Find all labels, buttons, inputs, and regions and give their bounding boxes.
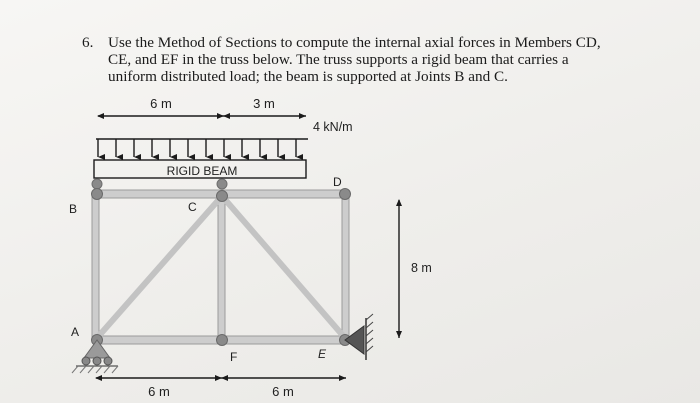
member-ce [222, 196, 345, 338]
member-ac [97, 196, 222, 338]
joint-d [340, 189, 351, 200]
pin-support-a [72, 340, 118, 373]
dim-bottom-left-label: 6 m [148, 384, 170, 399]
joint-pin-b-upper [92, 179, 102, 189]
problem-line-3: uniform distributed load; the beam is supported at Joints B and C. [108, 68, 508, 85]
member-ab [92, 194, 99, 340]
bottom-dimension [96, 378, 346, 399]
height-dimension [399, 200, 432, 338]
distributed-load [96, 139, 308, 157]
rigid-beam [94, 160, 306, 178]
dim-bottom-right-label: 6 m [272, 384, 294, 399]
problem-number: 6. [82, 34, 94, 51]
problem-line-2: CE, and EF in the truss below. The truss supports a rigid beam that carries a [108, 51, 569, 68]
joint-label-e: E [318, 347, 327, 361]
dim-height-label: 8 m [411, 261, 432, 275]
member-cf [218, 198, 225, 338]
load-label: 4 kN/m [313, 120, 353, 134]
truss-members [92, 190, 349, 344]
joint-b [92, 189, 103, 200]
member-de [342, 196, 349, 340]
dim-top-left-label: 6 m [150, 96, 172, 111]
joint-label-b: B [69, 202, 78, 216]
joint-label-f: F [230, 350, 238, 364]
joint-pin-c-upper [217, 179, 227, 189]
problem-line-1: Use the Method of Sections to compute the internal axial forces in Members CD, [108, 34, 601, 51]
joint-label-d: D [333, 175, 342, 189]
beam-label: RIGID BEAM [166, 164, 238, 178]
joint-label-a: A [71, 325, 80, 339]
joint-label-c: C [188, 200, 197, 214]
top-dimension [98, 96, 306, 116]
joint-c [217, 191, 228, 202]
joint-f [217, 335, 228, 346]
beam-supports [92, 179, 227, 189]
dim-top-right-label: 3 m [253, 96, 275, 111]
